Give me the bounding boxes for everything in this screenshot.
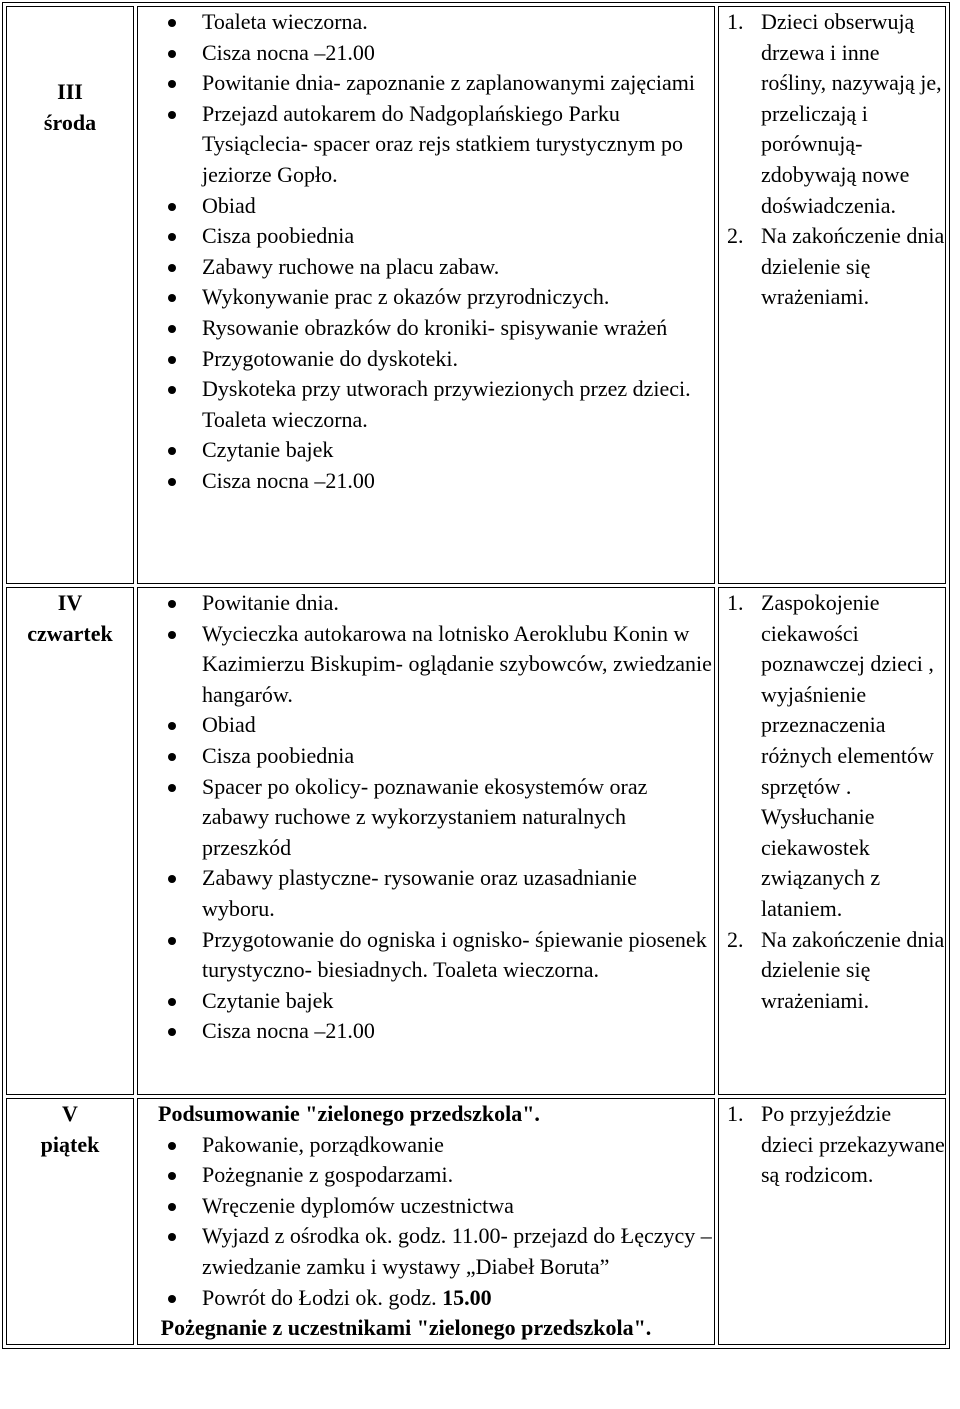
list-item: Zabawy ruchowe na placu zabaw.	[202, 252, 714, 283]
return-text: Powrót do Łodzi ok. godz.	[202, 1284, 443, 1310]
goal-number: 1.	[727, 1101, 744, 1126]
list-item: Cisza nocna –21.00	[202, 466, 714, 497]
goals-cell-friday	[718, 1098, 946, 1345]
goals-list	[719, 7, 945, 313]
list-item: Spacer po okolicy- poznawanie ekosystemów oraz zabawy ruchowe z wykorzystaniem naturalnych przeszkód	[202, 772, 714, 864]
list-item: Cisza nocna –21.00	[202, 1016, 714, 1047]
day-cell-friday	[6, 1098, 134, 1345]
goal-number: 2.	[727, 223, 744, 249]
goal-text: Na zakończenie dnia dzielenie się wrażeniami.	[761, 223, 945, 310]
row-friday	[6, 1098, 946, 1345]
list-item: Cisza poobiednia	[202, 221, 714, 252]
list-item: Cisza nocna –21.00	[202, 38, 714, 69]
goals-list	[719, 1099, 945, 1191]
schedule-table	[2, 2, 950, 1349]
activities-list	[138, 7, 714, 497]
list-item: Powitanie dnia- zapoznanie z zaplanowanymi zajęciami	[202, 68, 714, 99]
list-item: Pakowanie, porządkowanie	[202, 1130, 714, 1161]
list-item: Powitanie dnia.	[202, 588, 714, 619]
day-number: V	[62, 1101, 78, 1126]
activities-cell-thursday	[137, 587, 715, 1095]
list-item: Rysowanie obrazków do kroniki- spisywanie wrażeń	[202, 313, 714, 344]
list-item: Czytanie bajek	[202, 986, 714, 1017]
goals-cell-thursday	[718, 587, 946, 1095]
activities-cell-wednesday	[137, 6, 715, 584]
list-item: Pożegnanie z gospodarzami.	[202, 1160, 714, 1191]
goals-cell-wednesday	[718, 6, 946, 584]
list-item: Wyjazd z ośrodka ok. godz. 11.00- przejazd do Łęczycy – zwiedzanie zamku i wystawy „Diabeł Boruta”	[202, 1221, 714, 1282]
activities-list	[138, 588, 714, 1047]
list-item: Przygotowanie do ogniska i ognisko- śpiewanie piosenek turystyczno- biesiadnych. Toaleta wieczorna.	[202, 925, 714, 986]
day-name: piątek	[40, 1131, 100, 1157]
activities-list	[138, 1130, 714, 1314]
goals-list	[719, 588, 945, 1016]
goal-item	[727, 588, 945, 925]
list-item: Wręczenie dyplomów uczestnictwa	[202, 1191, 714, 1222]
list-item: Przygotowanie do dyskoteki.	[202, 344, 714, 375]
goal-number: 2.	[727, 926, 744, 952]
return-time: 15.00	[442, 1284, 492, 1310]
goal-item	[727, 1099, 945, 1191]
day-cell-wednesday	[6, 6, 134, 584]
list-item: Dyskoteka przy utworach przywiezionych przez dzieci. Toaleta wieczorna.	[202, 374, 714, 435]
goal-number: 1.	[727, 590, 744, 615]
goal-text: Na zakończenie dnia dzielenie się wrażeniami.	[761, 926, 945, 1013]
list-item: Wycieczka autokarowa na lotnisko Aeroklubu Konin w Kazimierzu Biskupim- oglądanie szybowców, zwiedzanie hangarów.	[202, 619, 714, 711]
list-item: Cisza poobiednia	[202, 741, 714, 772]
goal-number: 1.	[727, 9, 744, 34]
farewell-text: Pożegnanie z uczestnikami "zielonego przedszkola".	[160, 1315, 652, 1341]
row-thursday	[6, 587, 946, 1095]
row-wednesday	[6, 6, 946, 584]
list-item: Czytanie bajek	[202, 435, 714, 466]
day-number: III	[57, 79, 83, 104]
goal-item	[727, 925, 945, 1017]
goal-item	[727, 221, 945, 313]
activities-cell-friday	[137, 1098, 715, 1345]
list-item: Obiad	[202, 710, 714, 741]
summary-title: Podsumowanie "zielonego przedszkola".	[158, 1101, 540, 1126]
list-item: Zabawy plastyczne- rysowanie oraz uzasadnianie wyboru.	[202, 863, 714, 924]
goal-text: Zaspokojenie ciekawości poznawczej dzieci , wyjaśnienie przeznaczenia różnych elementów sprzętów . Wysłuchanie ciekawostek związanych z lataniem.	[761, 590, 934, 921]
list-item: Przejazd autokarem do Nadgoplańskiego Parku Tysiąclecia- spacer oraz rejs statkiem turystycznym po jeziorze Gopło.	[202, 99, 714, 191]
list-item: Toaleta wieczorna.	[202, 7, 714, 38]
goal-text: Po przyjeździe dzieci przekazywane są rodzicom.	[761, 1101, 945, 1188]
day-number: IV	[57, 590, 83, 615]
goal-text: Dzieci obserwują drzewa i inne rośliny, nazywają je, przeliczają i porównują- zdobywają nowe doświadczenia.	[761, 9, 942, 218]
goal-item	[727, 7, 945, 221]
list-item: Wykonywanie prac z okazów przyrodniczych.	[202, 282, 714, 313]
day-name: czwartek	[27, 620, 113, 646]
list-item	[202, 1283, 714, 1314]
day-name: środa	[43, 109, 97, 135]
day-cell-thursday	[6, 587, 134, 1095]
list-item: Obiad	[202, 191, 714, 222]
